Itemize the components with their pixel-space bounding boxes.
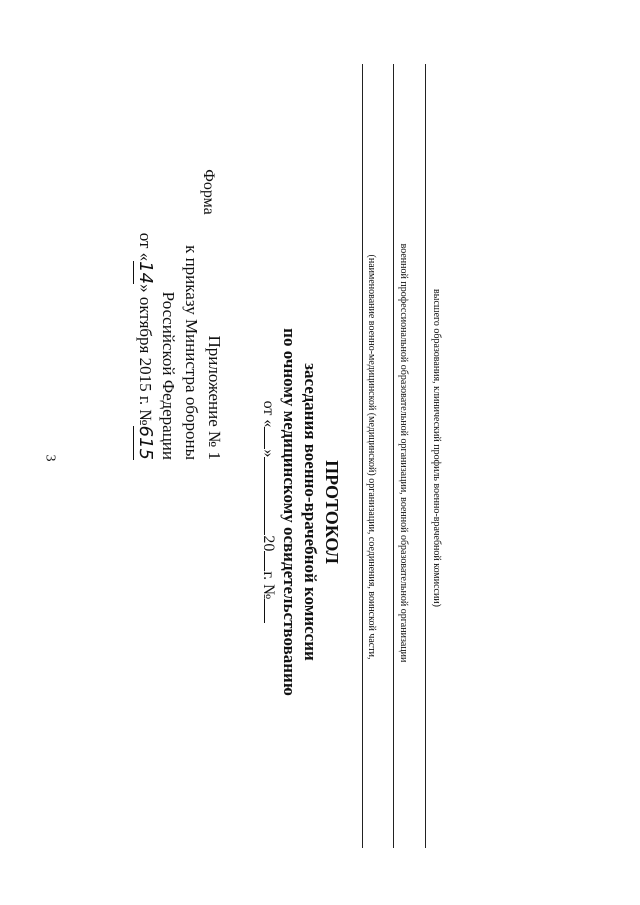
number-blank bbox=[264, 599, 279, 623]
year-blank bbox=[264, 551, 279, 571]
day-blank bbox=[264, 427, 279, 449]
protocol-heading: ПРОТОКОЛ bbox=[322, 460, 342, 564]
form-label: Форма bbox=[200, 169, 217, 215]
protocol-year-suffix: г. № bbox=[260, 571, 277, 600]
protocol-date-mid: » bbox=[260, 449, 277, 458]
fill-line-3 bbox=[425, 64, 426, 848]
appendix-date-prefix: от « bbox=[136, 232, 155, 262]
protocol-subtitle-1: заседания военно-врачебной комиссии bbox=[301, 363, 320, 661]
appendix-line-3: Российской Федерации bbox=[159, 291, 178, 460]
appendix-date-suffix: » октября 2015 г. № bbox=[136, 284, 155, 426]
protocol-title-block bbox=[242, 312, 342, 712]
protocol-year: 20 bbox=[260, 535, 277, 552]
caption-1: (наименование военно-медицинской (медицинской) организации, соединения, воинской части, bbox=[366, 254, 377, 660]
protocol-subtitle-2: по очному медицинскому освидетельствованию bbox=[280, 328, 299, 696]
fill-line-2 bbox=[393, 64, 394, 848]
appendix-date-line bbox=[133, 0, 157, 460]
appendix-line-1: Приложение № 1 bbox=[205, 335, 224, 460]
page-number: 3 bbox=[42, 454, 58, 462]
appendix-line-2: к приказу Министра обороны bbox=[182, 245, 201, 460]
month-blank bbox=[264, 457, 279, 535]
caption-2: военной профессиональной образовательной организации, военной образовательной организации bbox=[398, 243, 409, 663]
appendix-day: 14 bbox=[135, 261, 156, 285]
caption-3: высшего образования, клинический профиль военно-врачебной комиссии) bbox=[431, 289, 442, 607]
protocol-date-prefix: от « bbox=[260, 400, 277, 428]
appendix-number: 615 bbox=[135, 425, 156, 460]
protocol-date-line bbox=[258, 312, 279, 712]
